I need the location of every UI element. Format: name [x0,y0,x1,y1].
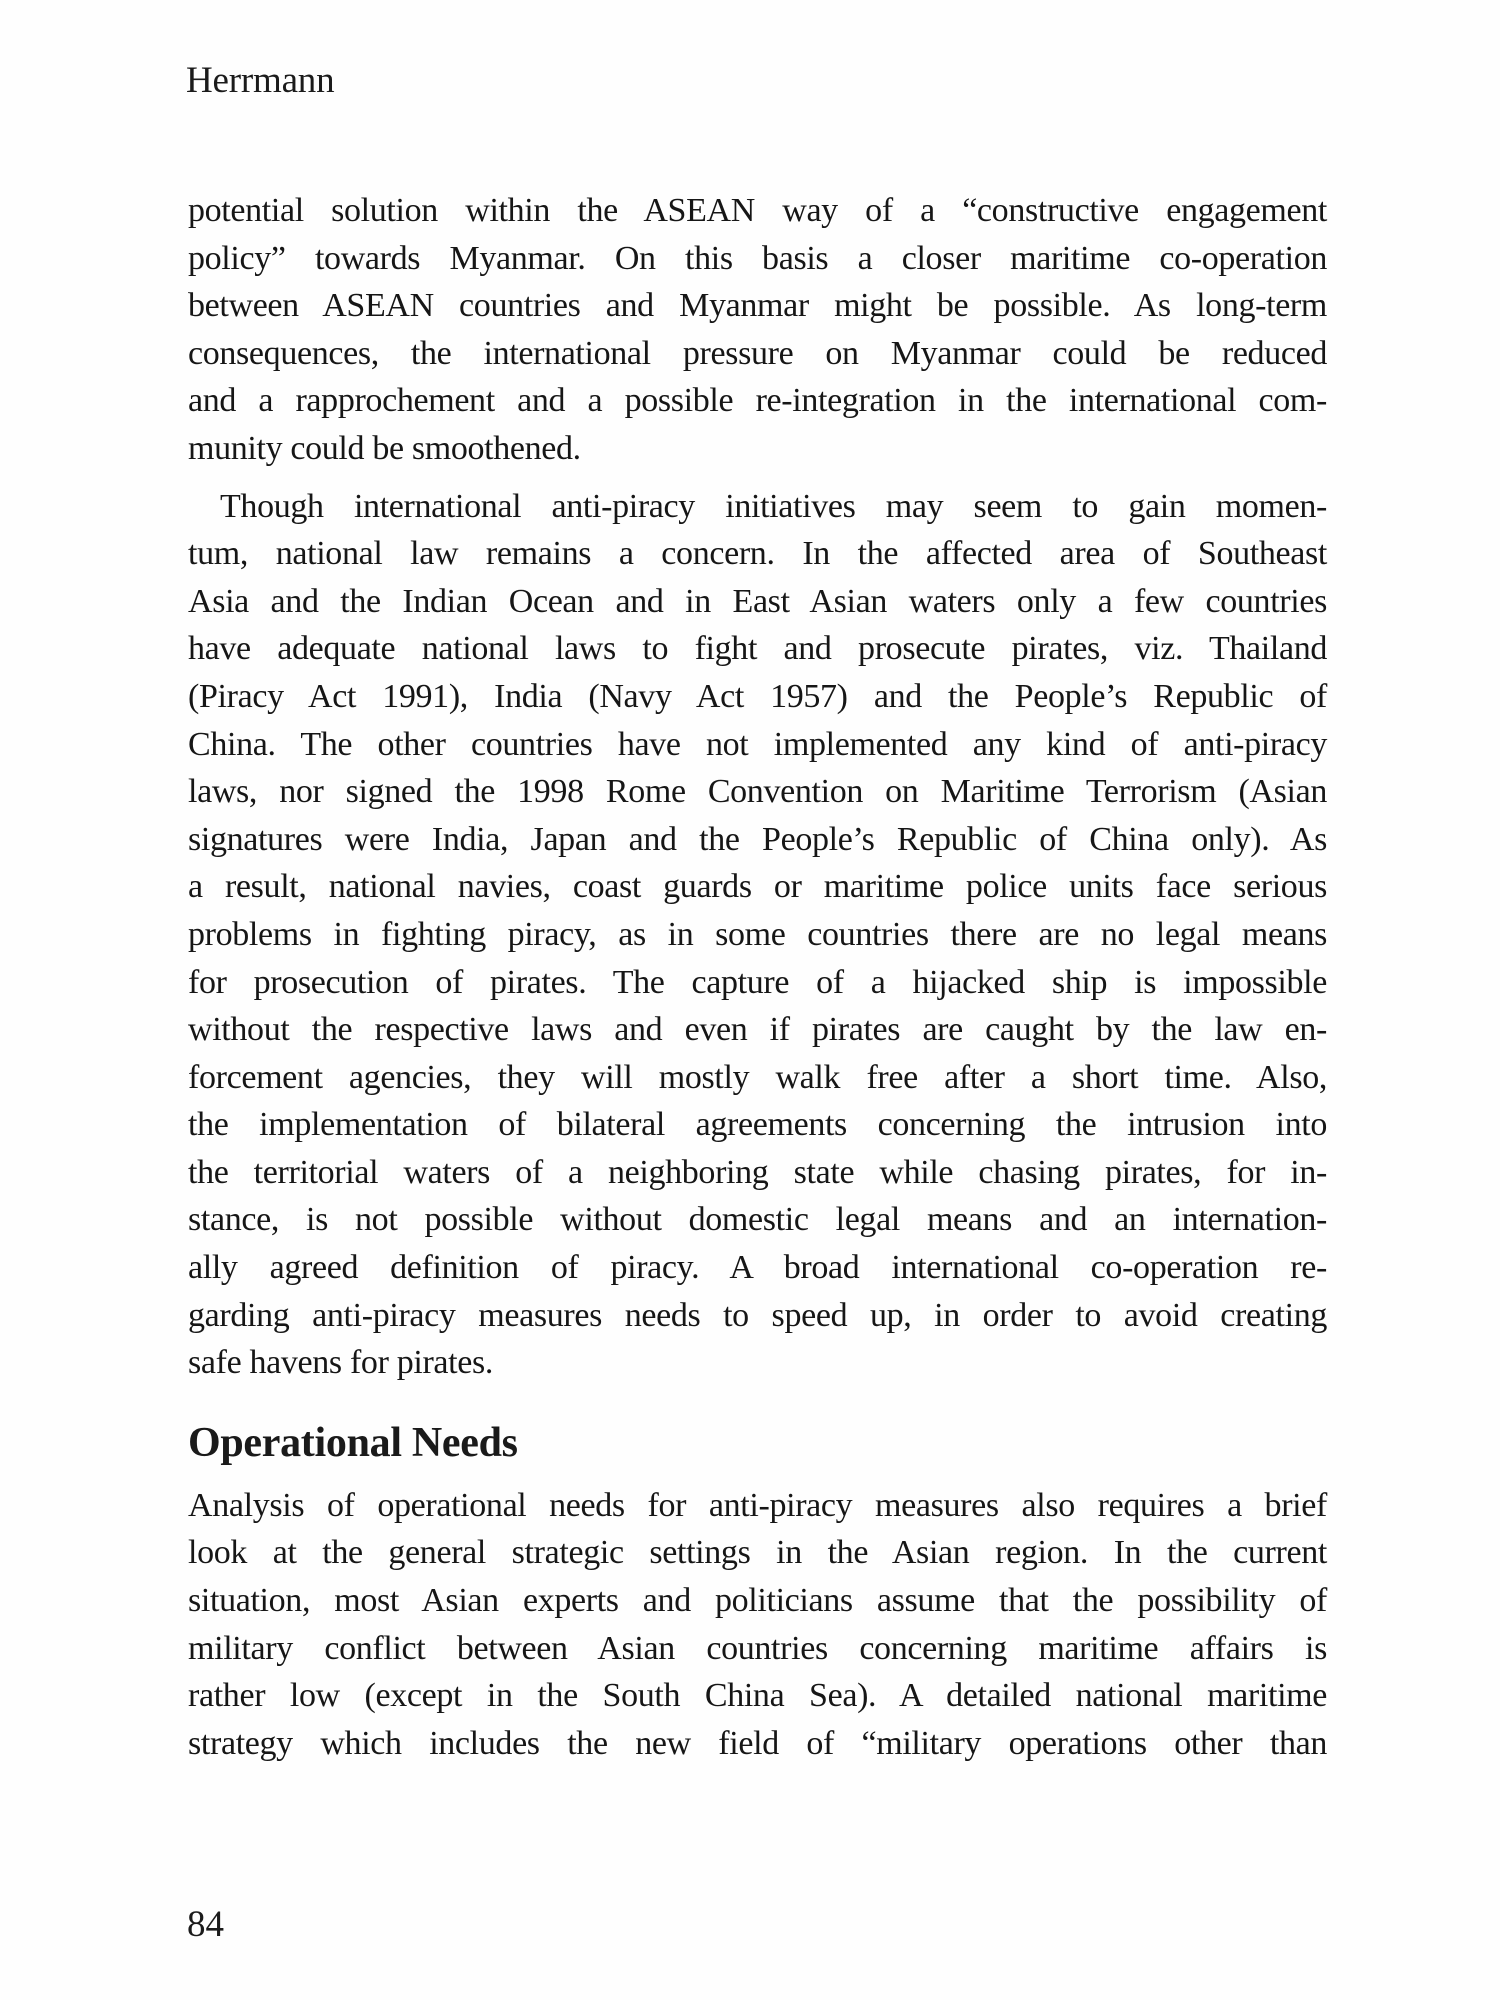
text-line: Though international anti-piracy initiatives may seem to gain momen- [220,487,1327,525]
text-line: strategy which includes the new field of “military operations other than [188,1724,1327,1762]
text-line: look at the general strategic settings in the Asian region. In the current [188,1534,1327,1572]
text-line: tum, national law remains a concern. In the affected area of Southeast [188,535,1327,573]
paragraph-3 [188,1482,1327,1768]
text-line: the implementation of bilateral agreements concerning the intrusion into [188,1106,1327,1144]
text-line: ally agreed definition of piracy. A broad international co-operation re- [188,1249,1327,1287]
text-line: Asia and the Indian Ocean and in East Asian waters only a few countries [188,582,1327,620]
text-line: for prosecution of pirates. The capture of a hijacked ship is impossible [188,963,1327,1001]
paragraph-2 [188,483,1327,1387]
text-line: the territorial waters of a neighboring state while chasing pirates, for in- [188,1153,1327,1191]
text-line: signatures were India, Japan and the People’s Republic of China only). As [188,820,1327,858]
text-line: (Piracy Act 1991), India (Navy Act 1957) and the People’s Republic of [188,677,1327,715]
text-line: rather low (except in the South China Sea). A detailed national maritime [188,1677,1327,1715]
text-line: consequences, the international pressure on Myanmar could be reduced [188,334,1327,372]
text-line: problems in fighting piracy, as in some countries there are no legal means [188,915,1327,953]
section-heading: Operational Needs [188,1419,518,1466]
text-line: China. The other countries have not implemented any kind of anti-piracy [188,725,1327,763]
text-line: military conflict between Asian countries concerning maritime affairs is [188,1629,1327,1667]
text-line: situation, most Asian experts and politicians assume that the possibility of [188,1582,1327,1620]
text-line: laws, nor signed the 1998 Rome Convention on Maritime Terrorism (Asian [188,773,1327,811]
text-line: munity could be smoothened. [188,429,581,467]
text-block [188,187,1327,1767]
text-line: policy” towards Myanmar. On this basis a closer maritime co-operation [188,239,1327,277]
text-line: safe havens for pirates. [188,1344,494,1382]
text-line: without the respective laws and even if pirates are caught by the law en- [188,1011,1327,1049]
text-line: garding anti-piracy measures needs to speed up, in order to avoid creating [188,1296,1327,1334]
text-line: forcement agencies, they will mostly walk free after a short time. Also, [188,1058,1327,1096]
text-line: a result, national navies, coast guards or maritime police units face serious [188,868,1327,906]
page-number: 84 [187,1904,224,1945]
text-line: have adequate national laws to fight and prosecute pirates, viz. Thailand [188,630,1327,668]
paragraph-1 [188,187,1327,473]
text-line: potential solution within the ASEAN way of a “constructive engagement [188,192,1327,229]
running-head-author: Herrmann [186,60,335,101]
text-line: between ASEAN countries and Myanmar might be possible. As long-term [188,287,1327,325]
text-line: and a rapprochement and a possible re-integration in the international com- [188,382,1327,420]
text-line: stance, is not possible without domestic legal means and an internation- [188,1201,1327,1239]
text-line: Analysis of operational needs for anti-piracy measures also requires a brief [188,1486,1327,1524]
